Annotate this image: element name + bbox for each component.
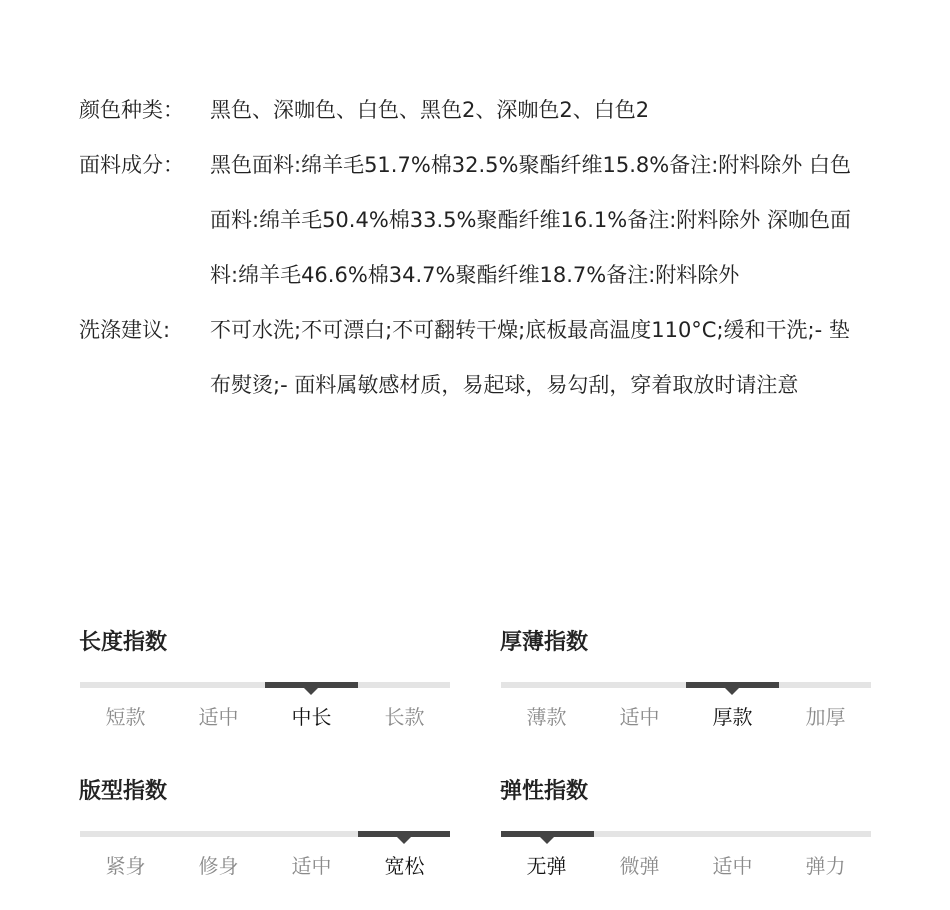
spec-fabric-row — [79, 138, 879, 303]
index-title: 长度指数 — [79, 630, 168, 655]
index-title: 厚薄指数 — [500, 630, 589, 655]
index-option: 微弹 — [619, 854, 660, 878]
spec-value: 不可水洗;不可漂白;不可翻转干燥;底板最高温度110°C;缓和干洗;- 垫布熨烫;- 面料属敏感材质，易起球，易勾刮，穿着取放时请注意 — [210, 318, 850, 397]
index-track — [80, 831, 450, 837]
index-title: 弹性指数 — [500, 779, 589, 804]
index-option: 适中 — [619, 705, 660, 729]
spec-label: 颜色种类： — [79, 98, 184, 122]
index-option: 加厚 — [805, 705, 846, 729]
index-option: 宽松 — [384, 854, 425, 878]
spec-value: 黑色、深咖色、白色、黑色2、深咖色2、白色2 — [210, 98, 650, 122]
index-indicator — [265, 682, 358, 688]
index-option: 适中 — [291, 854, 332, 878]
index-option: 弹力 — [805, 854, 846, 878]
index-option: 紧身 — [105, 854, 146, 878]
index-option: 厚款 — [712, 705, 753, 729]
index-option: 适中 — [198, 705, 239, 729]
index-track — [501, 831, 871, 837]
index-track — [80, 682, 450, 688]
spec-label: 洗涤建议: — [79, 318, 171, 342]
index-option: 短款 — [105, 705, 146, 729]
index-option: 修身 — [198, 854, 239, 878]
spec-color-row — [79, 83, 879, 138]
index-track — [501, 682, 871, 688]
index-indicator — [501, 831, 594, 837]
product-specs — [79, 83, 879, 413]
spec-care-row — [79, 303, 879, 413]
spec-label: 面料成分： — [79, 153, 184, 177]
index-title: 版型指数 — [79, 779, 168, 804]
index-option: 无弹 — [526, 854, 567, 878]
spec-value: 黑色面料:绵羊毛51.7%棉32.5%聚酯纤维15.8%备注:附料除外 白色面料:绵羊毛50.4%棉33.5%聚酯纤维16.1%备注:附料除外 深咖色面料:绵羊毛46.6%棉34.7%聚酯纤维18.7%备注:附料除外 — [210, 153, 851, 287]
index-option: 长款 — [384, 705, 425, 729]
index-option: 薄款 — [526, 705, 567, 729]
index-indicator — [358, 831, 451, 837]
index-option: 适中 — [712, 854, 753, 878]
index-indicator — [686, 682, 779, 688]
index-option: 中长 — [291, 705, 332, 729]
